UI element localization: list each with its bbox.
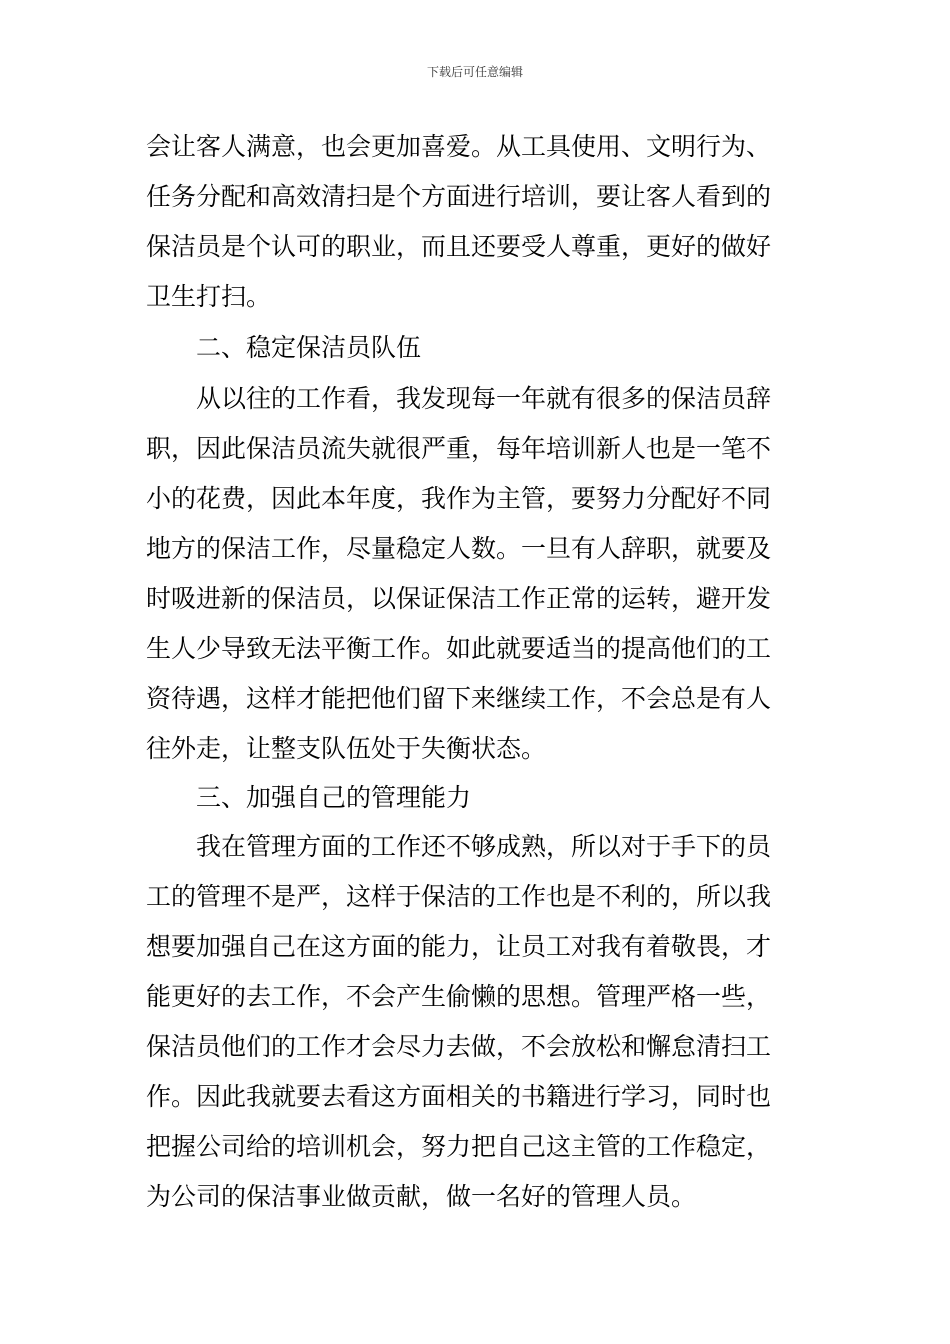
text-line: 把握公司给的培训机会，努力把自己这主管的工作稳定， xyxy=(146,1132,772,1161)
text-line: 生人少导致无法平衡工作。如此就要适当的提高他们的工 xyxy=(146,634,772,663)
text-line: 保洁员是个认可的职业，而且还要受人尊重，更好的做好 xyxy=(146,232,772,261)
text-line: 职，因此保洁员流失就很严重，每年培训新人也是一笔不 xyxy=(146,434,772,463)
text-line: 往外走，让整支队伍处于失衡状态。 xyxy=(146,734,547,763)
text-line: 从以往的工作看，我发现每一年就有很多的保洁员辞 xyxy=(196,384,772,413)
text-line: 时吸进新的保洁员，以保证保洁工作正常的运转，避开发 xyxy=(146,584,772,613)
section-heading: 二、稳定保洁员队伍 xyxy=(196,333,422,362)
text-line: 会让客人满意，也会更加喜爱。从工具使用、文明行为、 xyxy=(146,132,772,161)
section-heading: 三、加强自己的管理能力 xyxy=(196,783,472,812)
text-line: 小的花费，因此本年度，我作为主管，要努力分配好不同 xyxy=(146,484,772,513)
text-line: 地方的保洁工作，尽量稳定人数。一旦有人辞职，就要及 xyxy=(146,534,772,563)
text-line: 能更好的去工作，不会产生偷懒的思想。管理严格一些， xyxy=(146,982,772,1011)
text-line: 任务分配和高效清扫是个方面进行培训，要让客人看到的 xyxy=(146,182,772,211)
text-line: 想要加强自己在这方面的能力，让员工对我有着敬畏，才 xyxy=(146,932,772,961)
text-line: 作。因此我就要去看这方面相关的书籍进行学习，同时也 xyxy=(146,1082,772,1111)
text-line: 资待遇，这样才能把他们留下来继续工作，不会总是有人 xyxy=(146,684,772,713)
text-line: 我在管理方面的工作还不够成熟，所以对于手下的员 xyxy=(196,832,772,861)
text-line: 保洁员他们的工作才会尽力去做，不会放松和懈怠清扫工 xyxy=(146,1032,772,1061)
text-line: 工的管理不是严，这样于保洁的工作也是不利的，所以我 xyxy=(146,882,772,911)
text-line: 卫生打扫。 xyxy=(146,282,272,311)
text-line: 为公司的保洁事业做贡献，做一名好的管理人员。 xyxy=(146,1182,697,1211)
page-header: 下载后可任意编辑 xyxy=(426,65,523,79)
